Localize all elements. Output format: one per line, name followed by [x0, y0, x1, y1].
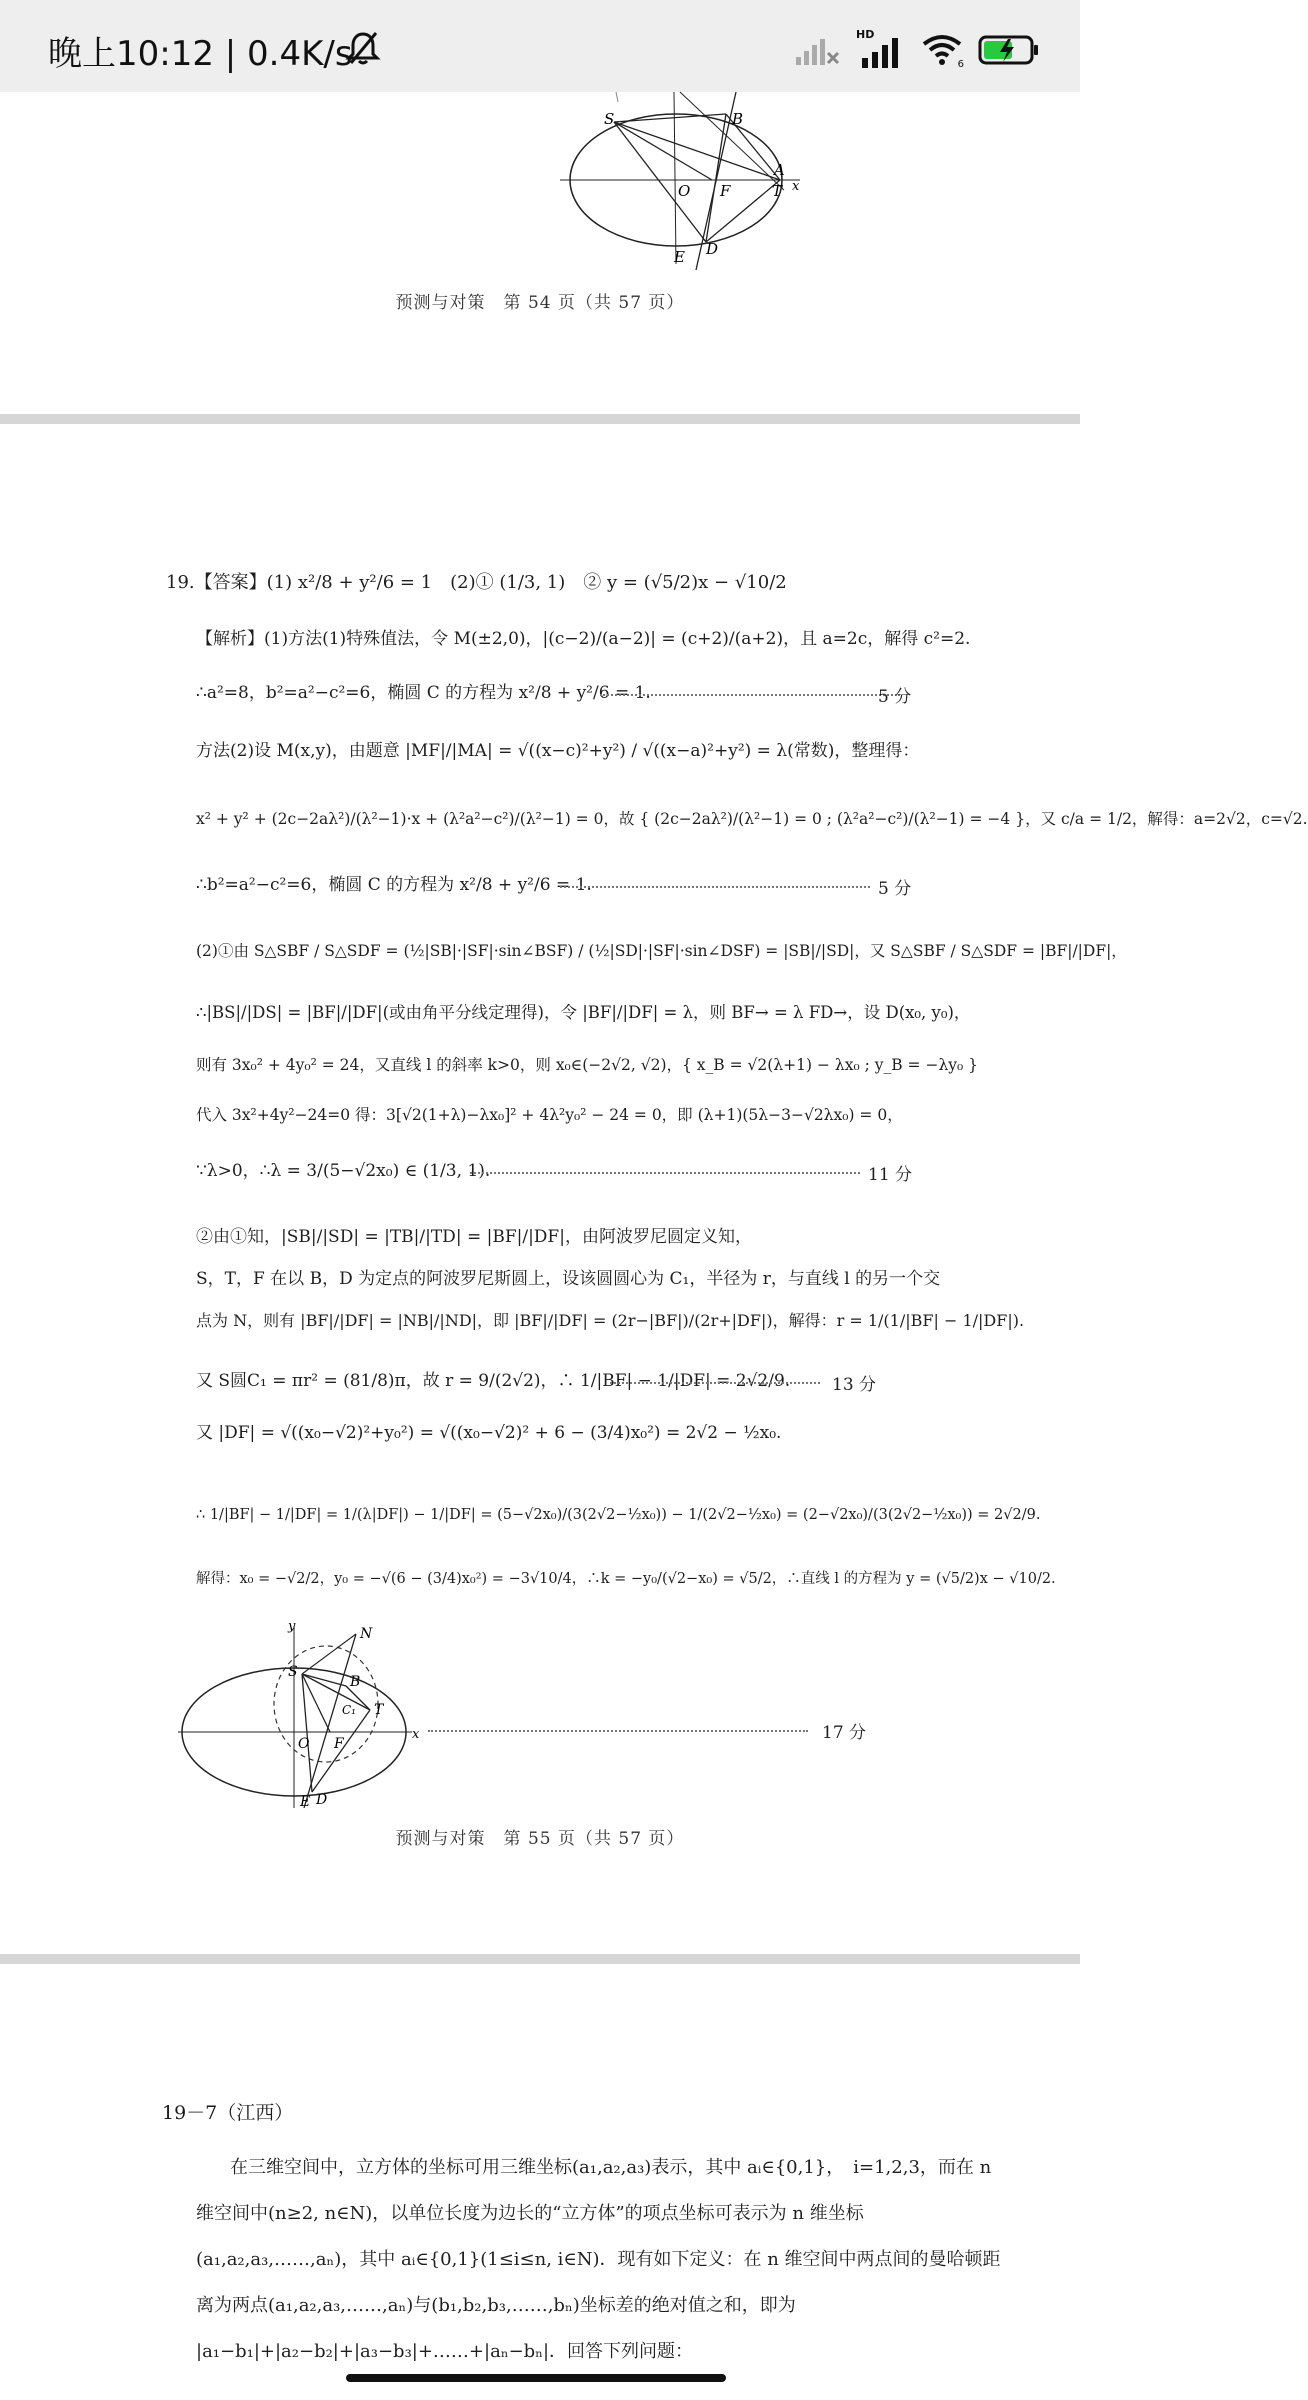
fig54-label-T: T [772, 182, 783, 200]
home-indicator[interactable] [346, 2374, 726, 2382]
analysis-line-5: ∴b²=a²−c²=6，椭圆 C 的方程为 x²/8 + y²/6 = 1. [196, 875, 592, 895]
analysis-line-1: 【解析】(1)方法(1)特殊值法，令 M(±2,0)，|(c−2)/(a−2)| = (c+2)/(a+2)，且 a=2c，解得 c²=2. [196, 629, 971, 649]
fig54-label-O: O [678, 182, 691, 200]
question-header: 19－7（江西） [162, 2102, 294, 2124]
fig55-label-D: D [316, 1792, 328, 1808]
fig54-label-E: E [674, 248, 685, 266]
fig54-label-A: A [774, 161, 785, 179]
dot-leader [470, 1172, 860, 1174]
status-bar [0, 0, 1080, 92]
question-line-1: 在三维空间中，立方体的坐标可用三维坐标(a₁,a₂,a₃)表示，其中 aᵢ∈{0,1}， i=1,2,3，而在 n [230, 2157, 992, 2178]
hd-badge: HD [856, 28, 875, 41]
page-separator [0, 414, 1080, 424]
question-line-5: |a₁−b₁|+|a₂−b₂|+|a₃−b₃|+……+|aₙ−bₙ|．回答下列问题： [196, 2341, 694, 2362]
question-line-3: (a₁,a₂,a₃,……,aₙ)，其中 aᵢ∈{0,1}(1≤i≤n, i∈N)．现有如下定义：在 n 维空间中两点间的曼哈顿距 [196, 2249, 1001, 2270]
answer-line: 19.【答案】(1) x²/8 + y²/6 = 1 (2)① (1/3, 1) ② y = (√5/2)x − √10/2 [166, 572, 787, 593]
page-separator [0, 1954, 1080, 1964]
signal-weak-icon [794, 33, 842, 67]
analysis-line-6: (2)①由 S△SBF / S△SDF = (½|SB|·|SF|·sin∠BSF) / (½|SD|·|SF|·sin∠DSF) = |SB|/|SD|，又 S△SBF / S△SDF = |BF|/|DF|， [196, 942, 1127, 960]
fig54-label-x: x [792, 179, 800, 194]
fig54-label-B: B [732, 110, 744, 128]
mute-bell-icon [346, 30, 380, 66]
score-5-b: 5 分 [878, 879, 912, 899]
fig54-label-D: D [706, 240, 719, 258]
analysis-line-7: ∴|BS|/|DS| = |BF|/|DF|(或由角平分线定理得)，令 |BF|/|DF| = λ，则 BF→ = λ FD→，设 D(x₀, y₀)， [196, 1003, 971, 1022]
document-viewer[interactable] [0, 92, 1308, 2400]
fig55-label-N: N [360, 1626, 373, 1642]
analysis-line-11: ②由①知，|SB|/|SD| = |TB|/|TD| = |BF|/|DF|，由阿波罗尼圆定义知， [196, 1227, 752, 1247]
page55-caption: 预测与对策 第 55 页（共 57 页） [395, 1829, 685, 1849]
question-line-4: 离为两点(a₁,a₂,a₃,……,aₙ)与(b₁,b₂,b₃,……,bₙ)坐标差的绝对值之和，即为 [196, 2295, 796, 2316]
fig55-label-O: O [298, 1736, 310, 1752]
status-time: 晚上10:12 | 0.4K/s [48, 34, 353, 74]
score-17: 17 分 [822, 1723, 867, 1743]
status-icons [794, 30, 1040, 70]
fig55-label-S: S [288, 1664, 298, 1680]
score-5-a: 5 分 [878, 687, 912, 707]
analysis-line-12: S，T，F 在以 B，D 为定点的阿波罗尼斯圆上，设该圆圆心为 C₁，半径为 r，与直线 l 的另一个交 [196, 1269, 941, 1289]
wifi-badge: 6 [957, 59, 964, 70]
page54-caption: 预测与对策 第 54 页（共 57 页） [395, 293, 685, 313]
analysis-line-14: 又 S圆C₁ = πr² = (81/8)π，故 r = 9/(2√2)，∴ 1/|BF| − 1/|DF| = 2√2/9. [196, 1371, 791, 1391]
fig55-label-E: E [300, 1794, 311, 1810]
fig55-label-T: T [374, 1702, 384, 1718]
signal-strong-icon [856, 28, 906, 68]
fig55-label-F: F [334, 1736, 344, 1752]
analysis-line-4: x² + y² + (2c−2aλ²)/(λ²−1)·x + (λ²a²−c²)/(λ²−1) = 0，故 { (2c−2aλ²)/(λ²−1) = 0 ; (λ²a²−c²)/(λ²−1) = −4 }，又 c/a = 1/2，解得：a=2√2，c=√2. [196, 810, 1308, 828]
fig55-label-x: x [412, 1727, 420, 1742]
dot-leader [610, 1382, 820, 1384]
fig54-label-S: S [604, 110, 615, 128]
fig55-label-y: y [288, 1619, 296, 1634]
analysis-line-9: 代入 3x²+4y²−24=0 得：3[√2(1+λ)−λx₀]² + 4λ²y₀² − 24 = 0，即 (λ+1)(5λ−3−√2λx₀) = 0， [196, 1106, 903, 1124]
dot-leader [600, 694, 900, 696]
analysis-line-15: 又 |DF| = √((x₀−√2)²+y₀²) = √((x₀−√2)² + 6 − (3/4)x₀²) = 2√2 − ½x₀. [196, 1423, 782, 1443]
fig54-label-F: F [720, 182, 731, 200]
analysis-line-16: ∴ 1/|BF| − 1/|DF| = 1/(λ|DF|) − 1/|DF| = (5−√2x₀)/(3(2√2−½x₀)) − 1/(2√2−½x₀) = (2−√2x₀)/(3(2√2−½x₀)) = 2√2/9. [196, 1507, 1041, 1523]
fig55-label-C1: C₁ [342, 1703, 356, 1717]
battery-charging-icon [978, 33, 1040, 67]
dot-leader [428, 1730, 808, 1732]
score-11: 11 分 [868, 1165, 913, 1185]
analysis-line-8: 则有 3x₀² + 4y₀² = 24，又直线 l 的斜率 k>0，则 x₀∈(−2√2, √2)，{ x_B = √2(λ+1) − λx₀ ; y_B = −λy₀ } [196, 1056, 979, 1074]
analysis-line-3: 方法(2)设 M(x,y)，由题意 |MF|/|MA| = √((x−c)²+y²) / √((x−a)²+y²) = λ(常数)，整理得： [196, 741, 920, 761]
analysis-line-13: 点为 N，则有 |BF|/|DF| = |NB|/|ND|，即 |BF|/|DF| = (2r−|BF|)/(2r+|DF|)，解得：r = 1/(1/|BF| − 1/|DF|). [196, 1311, 1025, 1330]
page54-ellipse-figure [560, 92, 810, 272]
fig55-label-B: B [350, 1674, 361, 1690]
wifi-icon [920, 32, 964, 68]
dot-leader [560, 886, 870, 888]
score-13: 13 分 [832, 1375, 877, 1395]
question-line-2: 维空间中(n≥2, n∈N)，以单位长度为边长的“立方体”的项点坐标可表示为 n 维坐标 [196, 2203, 864, 2224]
page55-ellipse-figure [178, 1619, 428, 1812]
analysis-line-2: ∴a²=8，b²=a²−c²=6，椭圆 C 的方程为 x²/8 + y²/6 = 1. [196, 683, 651, 703]
analysis-line-10: ∵λ>0，∴λ = 3/(5−√2x₀) ∈ (1/3, 1). [196, 1161, 491, 1181]
analysis-line-17: 解得：x₀ = −√2/2，y₀ = −√(6 − (3/4)x₀²) = −3√10/4，∴k = −y₀/(√2−x₀) = √5/2，∴直线 l 的方程为 y = (√5/2)x − √10/2. [196, 1571, 1056, 1587]
